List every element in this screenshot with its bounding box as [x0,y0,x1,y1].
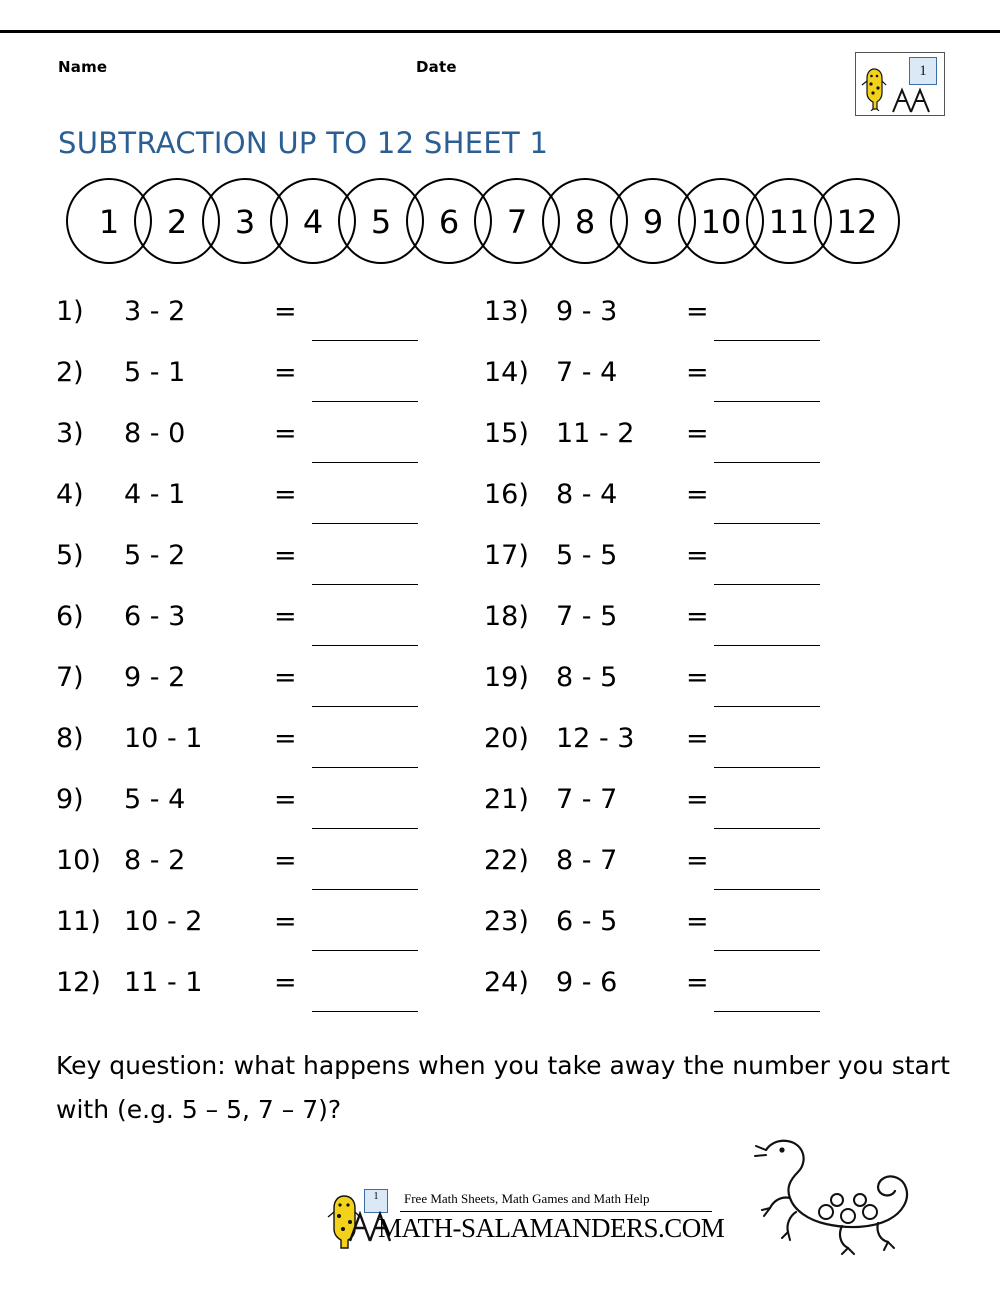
answer-blank[interactable] [714,827,820,829]
answer-blank[interactable] [714,461,820,463]
problem-row [484,418,904,479]
problem-row [56,418,476,479]
problem-row [484,601,904,662]
problem-row [56,906,476,967]
number-circle: 10 [678,178,764,264]
answer-blank[interactable] [714,1010,820,1012]
problem-index: 21) [484,784,529,815]
problem-row [56,296,476,357]
number-circle: 9 [610,178,696,264]
number-circle: 8 [542,178,628,264]
problem-expression: 9 - 2 [124,662,186,693]
number-circle: 12 [814,178,900,264]
footer [0,1185,1000,1265]
problem-index: 5) [56,540,84,571]
footer-brand[interactable] [322,1185,725,1259]
equals-sign: = [686,906,709,937]
answer-blank[interactable] [312,949,418,951]
answer-blank[interactable] [312,400,418,402]
answer-blank[interactable] [714,705,820,707]
problem-expression: 6 - 5 [556,906,618,937]
problem-expression: 7 - 7 [556,784,618,815]
problem-index: 13) [484,296,529,327]
problem-row [56,601,476,662]
problem-expression: 9 - 3 [556,296,618,327]
answer-blank[interactable] [714,583,820,585]
equals-sign: = [686,296,709,327]
name-label: Name [58,58,108,76]
problem-expression: 5 - 2 [124,540,186,571]
problem-row [56,662,476,723]
problem-expression: 8 - 2 [124,845,186,876]
problem-expression: 7 - 4 [556,357,618,388]
problem-row [56,479,476,540]
problem-expression: 11 - 1 [124,967,203,998]
problem-index: 9) [56,784,84,815]
answer-blank[interactable] [714,766,820,768]
answer-blank[interactable] [312,1010,418,1012]
equals-sign: = [686,601,709,632]
problem-index: 16) [484,479,529,510]
problem-row [484,723,904,784]
equals-sign: = [274,540,297,571]
problem-row [484,479,904,540]
problem-expression: 8 - 7 [556,845,618,876]
problem-row [484,296,904,357]
answer-blank[interactable] [312,888,418,890]
problem-expression: 4 - 1 [124,479,186,510]
footer-divider [400,1211,712,1212]
answer-blank[interactable] [714,644,820,646]
problem-expression: 10 - 2 [124,906,203,937]
answer-blank[interactable] [312,583,418,585]
equals-sign: = [686,479,709,510]
number-circle: 1 [66,178,152,264]
equals-sign: = [686,357,709,388]
problem-column-right [484,296,904,1028]
number-circle: 5 [338,178,424,264]
problem-expression: 7 - 5 [556,601,618,632]
problem-row [56,357,476,418]
problem-row [484,357,904,418]
top-divider [0,30,1000,33]
problem-index: 8) [56,723,84,754]
number-circle: 6 [406,178,492,264]
answer-blank[interactable] [312,461,418,463]
problem-index: 22) [484,845,529,876]
problem-row [484,967,904,1028]
answer-blank[interactable] [312,522,418,524]
problem-expression: 8 - 0 [124,418,186,449]
problem-row [56,784,476,845]
problem-column-left [56,296,476,1028]
answer-blank[interactable] [714,949,820,951]
math-salamanders-monogram-icon [891,87,939,113]
problem-expression: 5 - 1 [124,357,186,388]
equals-sign: = [274,418,297,449]
problem-row [484,845,904,906]
equals-sign: = [274,601,297,632]
problem-row [484,784,904,845]
problem-expression: 12 - 3 [556,723,635,754]
problem-index: 3) [56,418,84,449]
equals-sign: = [686,845,709,876]
number-circle: 2 [134,178,220,264]
salamander-icon [861,67,887,111]
problem-index: 10) [56,845,101,876]
problem-row [56,845,476,906]
problem-expression: 6 - 3 [124,601,186,632]
problem-index: 12) [56,967,101,998]
answer-blank[interactable] [312,827,418,829]
equals-sign: = [274,906,297,937]
problem-index: 17) [484,540,529,571]
problem-index: 14) [484,357,529,388]
problem-row [484,662,904,723]
equals-sign: = [686,784,709,815]
problem-expression: 8 - 5 [556,662,618,693]
equals-sign: = [274,296,297,327]
problem-expression: 5 - 5 [556,540,618,571]
problem-index: 11) [56,906,101,937]
problem-expression: 9 - 6 [556,967,618,998]
key-question-text: Key question: what happens when you take away the number you start with (e.g. 5 – 5, 7 – 7)? [56,1051,950,1124]
problem-index: 1) [56,296,84,327]
equals-sign: = [274,845,297,876]
problem-expression: 3 - 2 [124,296,186,327]
problem-index: 19) [484,662,529,693]
problem-expression: 8 - 4 [556,479,618,510]
equals-sign: = [274,662,297,693]
answer-blank[interactable] [714,339,820,341]
problem-index: 23) [484,906,529,937]
answer-blank[interactable] [312,766,418,768]
footer-url[interactable]: MATH-SALAMANDERS.COM [378,1213,725,1243]
equals-sign: = [274,357,297,388]
footer-tagline: Free Math Sheets, Math Games and Math Help [404,1191,650,1206]
problem-index: 15) [484,418,529,449]
problem-expression: 5 - 4 [124,784,186,815]
footer-level-badge: 1 [364,1189,388,1213]
problem-index: 2) [56,357,84,388]
number-circle: 4 [270,178,356,264]
equals-sign: = [686,723,709,754]
equals-sign: = [686,967,709,998]
number-line-strip [66,178,938,266]
logo-level-badge: 1 [909,57,937,85]
problem-row [484,906,904,967]
problem-row [484,540,904,601]
problem-index: 18) [484,601,529,632]
problem-row [56,723,476,784]
number-circle: 3 [202,178,288,264]
equals-sign: = [686,418,709,449]
number-circle: 7 [474,178,560,264]
worksheet-header [58,58,942,88]
problem-index: 4) [56,479,84,510]
answer-blank[interactable] [312,339,418,341]
problem-expression: 10 - 1 [124,723,203,754]
answer-blank[interactable] [714,400,820,402]
brand-logo [855,52,945,116]
equals-sign: = [686,540,709,571]
problem-index: 7) [56,662,84,693]
problem-expression: 11 - 2 [556,418,635,449]
equals-sign: = [274,479,297,510]
page-title: SUBTRACTION UP TO 12 SHEET 1 [58,126,549,160]
answer-blank[interactable] [714,522,820,524]
equals-sign: = [686,662,709,693]
answer-blank[interactable] [312,705,418,707]
date-label: Date [416,58,457,76]
problem-row [56,540,476,601]
answer-blank[interactable] [312,644,418,646]
problem-index: 20) [484,723,529,754]
equals-sign: = [274,723,297,754]
answer-blank[interactable] [714,888,820,890]
problem-row [56,967,476,1028]
equals-sign: = [274,784,297,815]
equals-sign: = [274,967,297,998]
problem-index: 6) [56,601,84,632]
number-circle: 11 [746,178,832,264]
problem-index: 24) [484,967,529,998]
